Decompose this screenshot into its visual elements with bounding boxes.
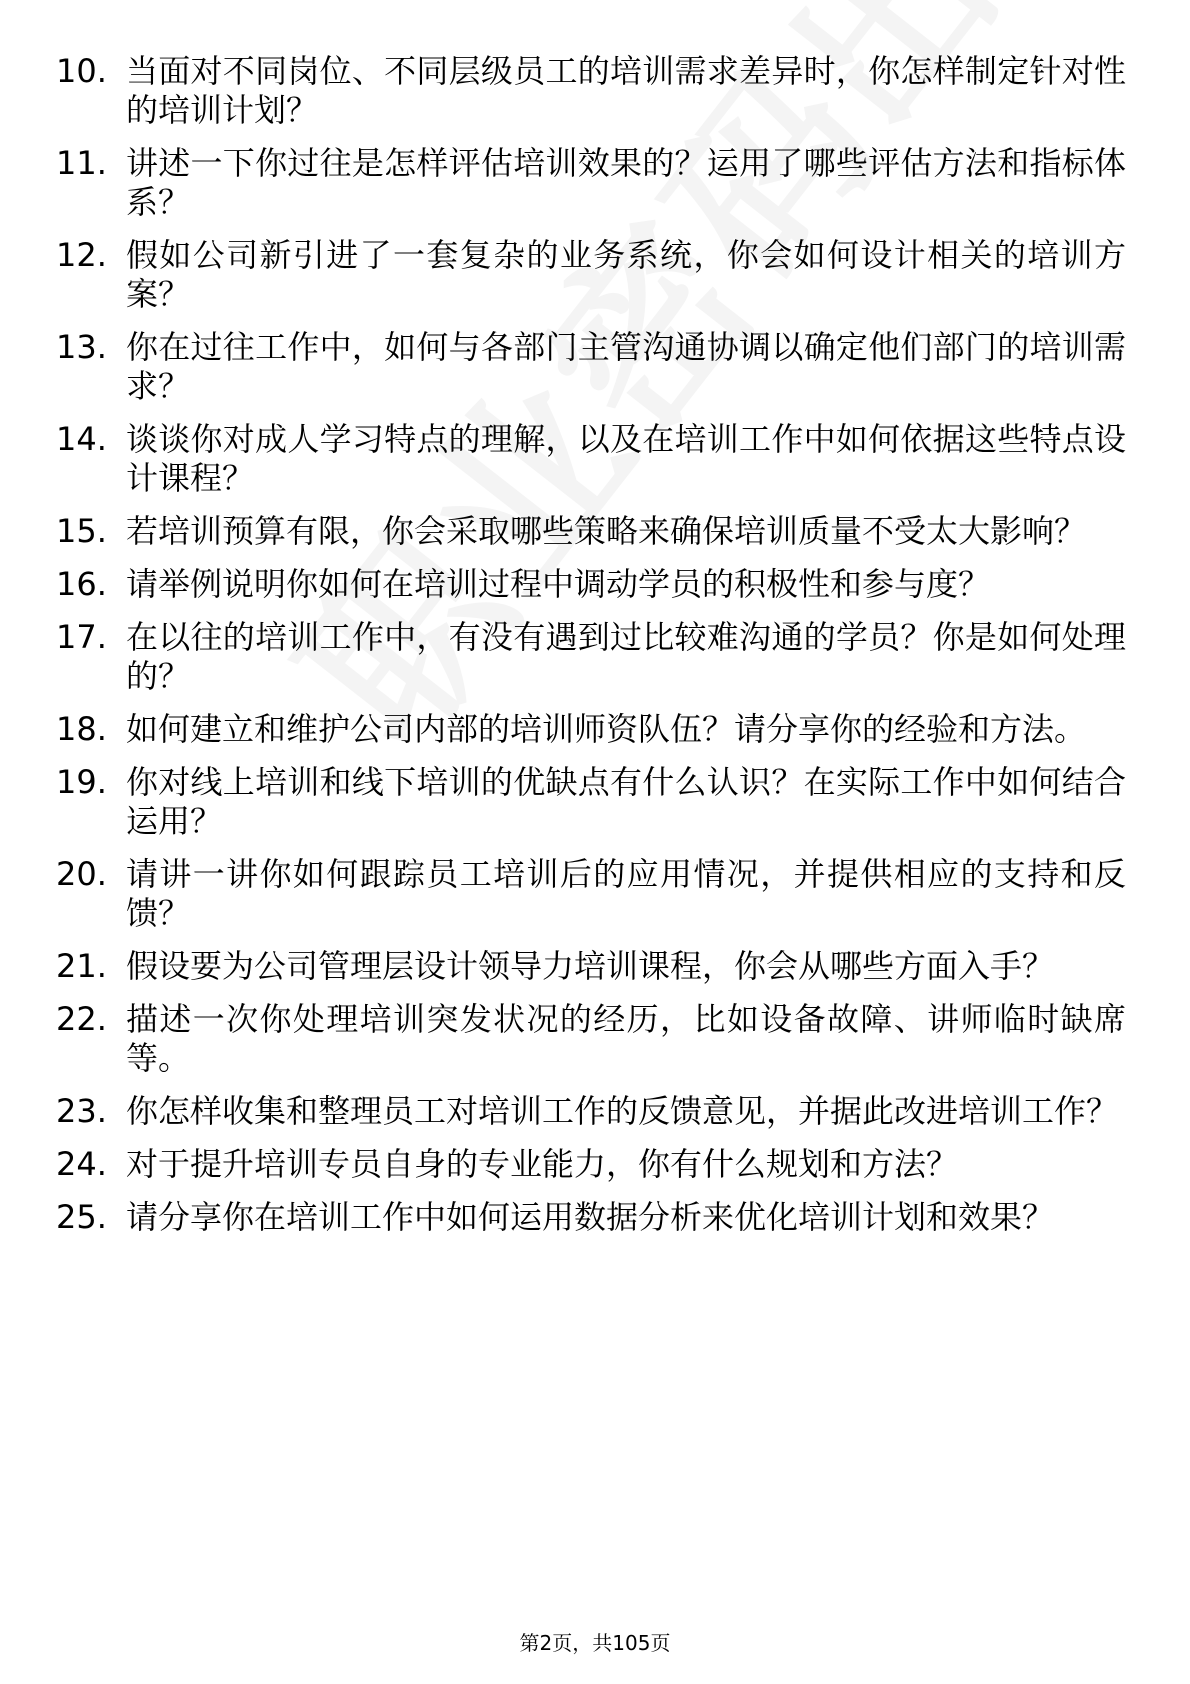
question-item — [56, 763, 1126, 841]
question-text: 请分享你在培训工作中如何运用数据分析来优化培训计划和效果？ — [126, 1198, 1055, 1236]
question-item — [56, 512, 1126, 551]
question-number: 20. — [56, 855, 107, 893]
question-item — [56, 1145, 1126, 1184]
question-number: 13. — [56, 328, 107, 366]
question-number: 15. — [56, 512, 107, 550]
question-item — [56, 144, 1126, 222]
question-item — [56, 565, 1126, 604]
question-number: 11. — [56, 144, 107, 182]
question-number: 24. — [56, 1145, 107, 1183]
question-item — [56, 1000, 1126, 1078]
question-text: 请讲一讲你如何跟踪员工培训后的应用情况，并提供相应的支持和反馈？ — [126, 855, 1126, 932]
question-number: 18. — [56, 710, 107, 748]
question-number: 16. — [56, 565, 107, 603]
question-item — [56, 947, 1126, 986]
question-number: 12. — [56, 236, 107, 274]
question-item — [56, 1198, 1126, 1237]
question-item — [56, 1092, 1126, 1131]
question-text: 假如公司新引进了一套复杂的业务系统，你会如何设计相关的培训方案？ — [126, 236, 1126, 313]
question-text: 你在过往工作中，如何与各部门主管沟通协调以确定他们部门的培训需求？ — [126, 328, 1126, 405]
question-text: 如何建立和维护公司内部的培训师资队伍？请分享你的经验和方法。 — [126, 710, 1087, 748]
question-number: 23. — [56, 1092, 107, 1130]
question-text: 在以往的培训工作中，有没有遇到过比较难沟通的学员？你是如何处理的？ — [126, 618, 1126, 695]
question-text: 你对线上培训和线下培训的优缺点有什么认识？在实际工作中如何结合运用？ — [126, 763, 1126, 840]
question-text: 请举例说明你如何在培训过程中调动学员的积极性和参与度？ — [126, 565, 991, 603]
question-text: 对于提升培训专员自身的专业能力，你有什么规划和方法？ — [126, 1145, 959, 1183]
question-number: 21. — [56, 947, 107, 985]
question-text: 若培训预算有限，你会采取哪些策略来确保培训质量不受太大影响？ — [126, 512, 1087, 550]
question-item — [56, 420, 1126, 498]
question-number: 22. — [56, 1000, 107, 1038]
question-item — [56, 52, 1126, 130]
question-item — [56, 855, 1126, 933]
question-number: 25. — [56, 1198, 107, 1236]
question-number: 19. — [56, 763, 107, 801]
question-text: 你怎样收集和整理员工对培训工作的反馈意见，并据此改进培训工作？ — [126, 1092, 1119, 1130]
question-number: 10. — [56, 52, 107, 90]
question-number: 17. — [56, 618, 107, 656]
question-text: 讲述一下你过往是怎样评估培训效果的？运用了哪些评估方法和指标体系？ — [126, 144, 1126, 221]
question-text: 谈谈你对成人学习特点的理解，以及在培训工作中如何依据这些特点设计课程？ — [126, 420, 1126, 497]
question-item — [56, 618, 1126, 696]
question-text: 描述一次你处理培训突发状况的经历，比如设备故障、讲师临时缺席等。 — [126, 1000, 1126, 1077]
question-item — [56, 710, 1126, 749]
question-item — [56, 328, 1126, 406]
question-list — [56, 52, 1126, 1251]
question-text: 当面对不同岗位、不同层级员工的培训需求差异时，你怎样制定针对性的培训计划？ — [126, 52, 1126, 129]
question-text: 假设要为公司管理层设计领导力培训课程，你会从哪些方面入手？ — [126, 947, 1055, 985]
question-item — [56, 236, 1126, 314]
question-number: 14. — [56, 420, 107, 458]
page-footer: 第2页，共105页 — [519, 1631, 671, 1655]
